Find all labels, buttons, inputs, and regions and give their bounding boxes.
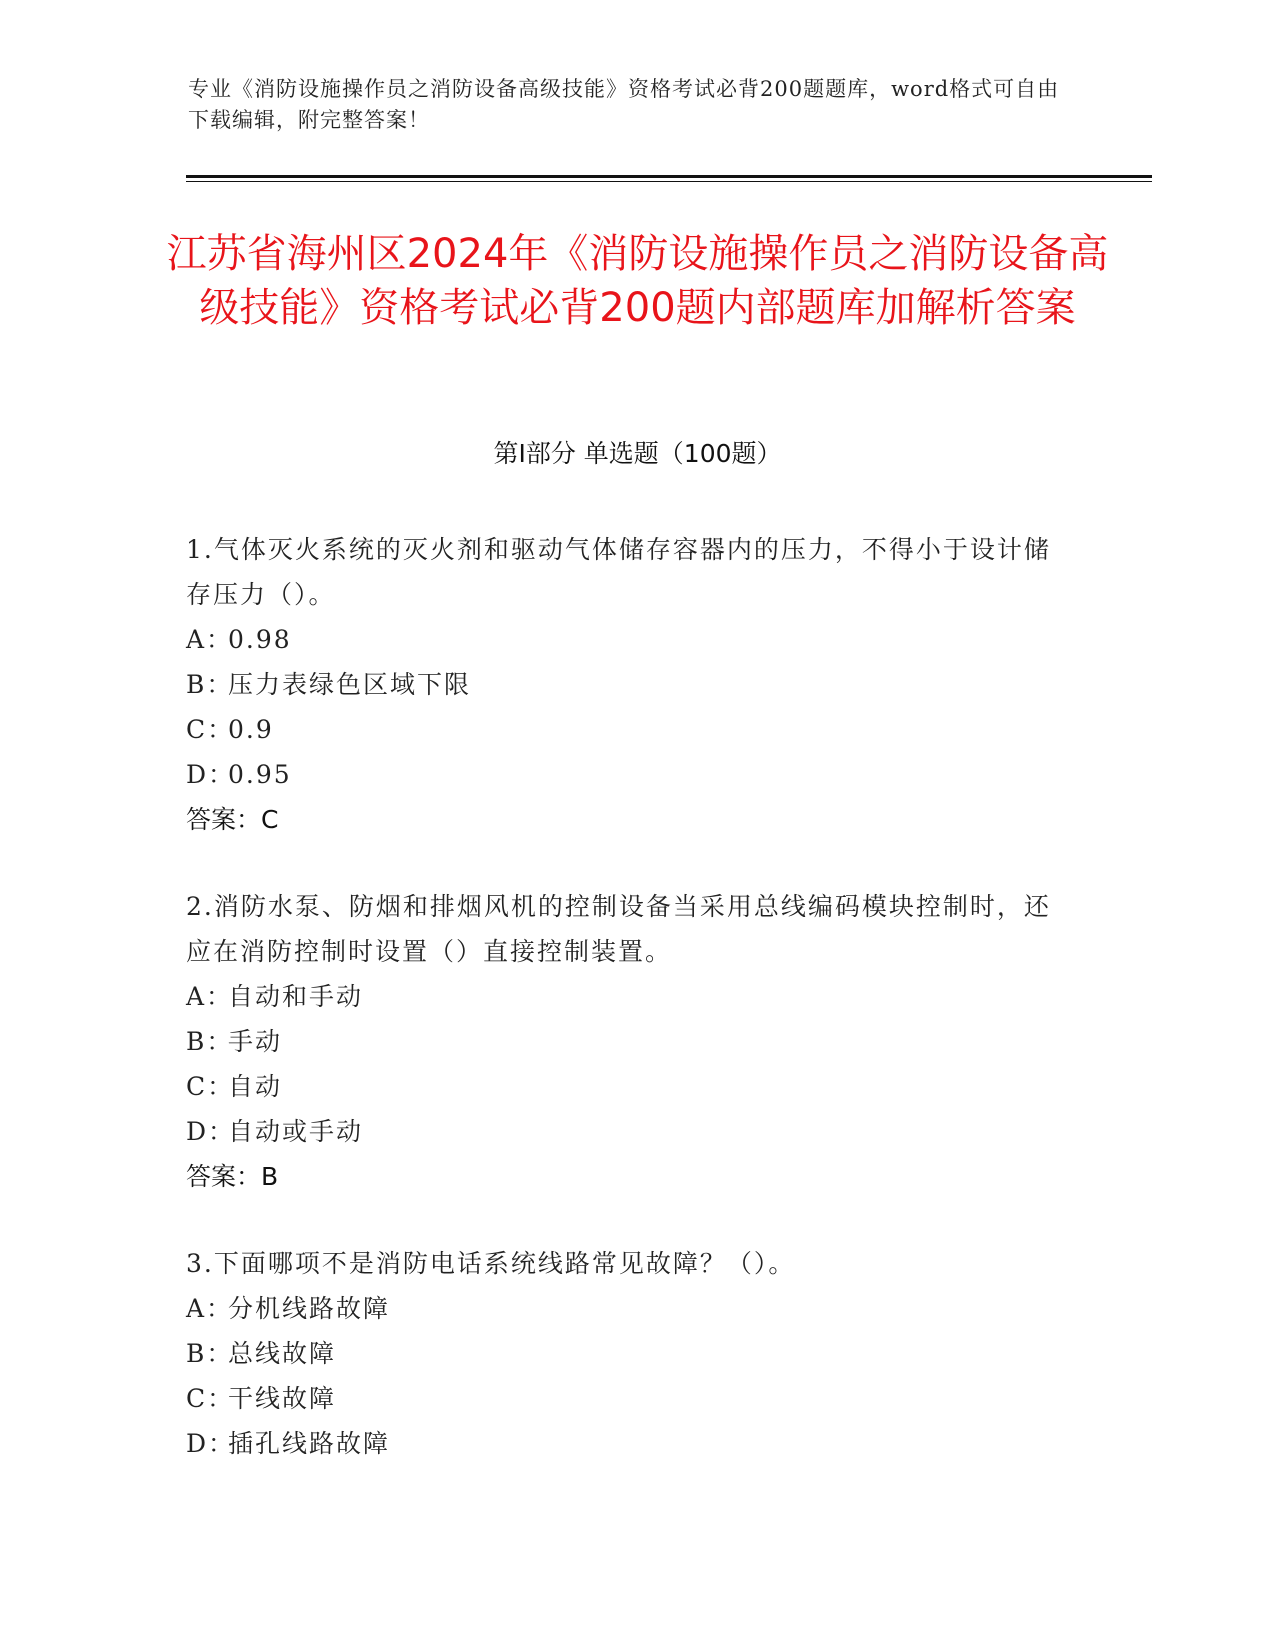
header-note: 专业《消防设施操作员之消防设备高级技能》资格考试必背200题题库，word格式可自由下载编辑，附完整答案！ [188,77,1060,132]
question-stem: 1.气体灭火系统的灭火剂和驱动气体储存容器内的压力，不得小于设计储存压力（）。 [186,535,1051,609]
option-text: 手动 [228,1027,283,1056]
option-text: 干线故障 [228,1384,337,1413]
option-text: 压力表绿色区域下限 [228,670,472,699]
header-divider-thick [186,175,1152,178]
answer: 答案：C [186,805,279,834]
option-d [186,752,1076,797]
option-key: A： [186,1294,234,1323]
option-key: C： [186,1384,235,1413]
option-c [186,1376,1076,1421]
option-c [186,707,1076,752]
document-title: 江苏省海州区2024年《消防设施操作员之消防设备高级技能》资格考试必背200题内部题库加解析答案 [166,231,1109,331]
option-key: B： [186,670,234,699]
option-text: 自动 [228,1072,283,1101]
option-text: 分机线路故障 [228,1294,391,1323]
question-3 [186,1241,1076,1466]
option-key: B： [186,1027,234,1056]
header-divider-thin [186,181,1152,182]
option-text: 插孔线路故障 [228,1429,391,1458]
option-key: B： [186,1339,234,1368]
option-key: C： [186,1072,235,1101]
option-d [186,1421,1076,1466]
option-text: 自动或手动 [228,1117,364,1146]
option-a [186,617,1076,662]
option-text: 自动和手动 [228,982,364,1011]
option-text: 0.98 [228,625,292,654]
option-b [186,662,1076,707]
option-b [186,1331,1076,1376]
question-stem: 2.消防水泵、防烟和排烟风机的控制设备当采用总线编码模块控制时，还应在消防控制时设置（）直接控制装置。 [186,892,1051,966]
question-list [186,527,1076,1508]
answer: 答案：B [186,1162,279,1191]
option-text: 总线故障 [228,1339,337,1368]
option-d [186,1109,1076,1154]
question-2 [186,884,1076,1199]
option-key: D： [186,1117,236,1146]
option-key: D： [186,1429,236,1458]
option-a [186,1286,1076,1331]
option-c [186,1064,1076,1109]
option-b [186,1019,1076,1064]
option-key: A： [186,625,234,654]
option-key: C： [186,715,235,744]
option-a [186,974,1076,1019]
question-stem: 3.下面哪项不是消防电话系统线路常见故障？（）。 [186,1249,796,1278]
option-key: A： [186,982,234,1011]
question-1 [186,527,1076,842]
option-key: D： [186,760,236,789]
option-text: 0.9 [228,715,274,744]
option-text: 0.95 [228,760,292,789]
section-title: 第Ⅰ部分 单选题（100题） [493,439,782,468]
